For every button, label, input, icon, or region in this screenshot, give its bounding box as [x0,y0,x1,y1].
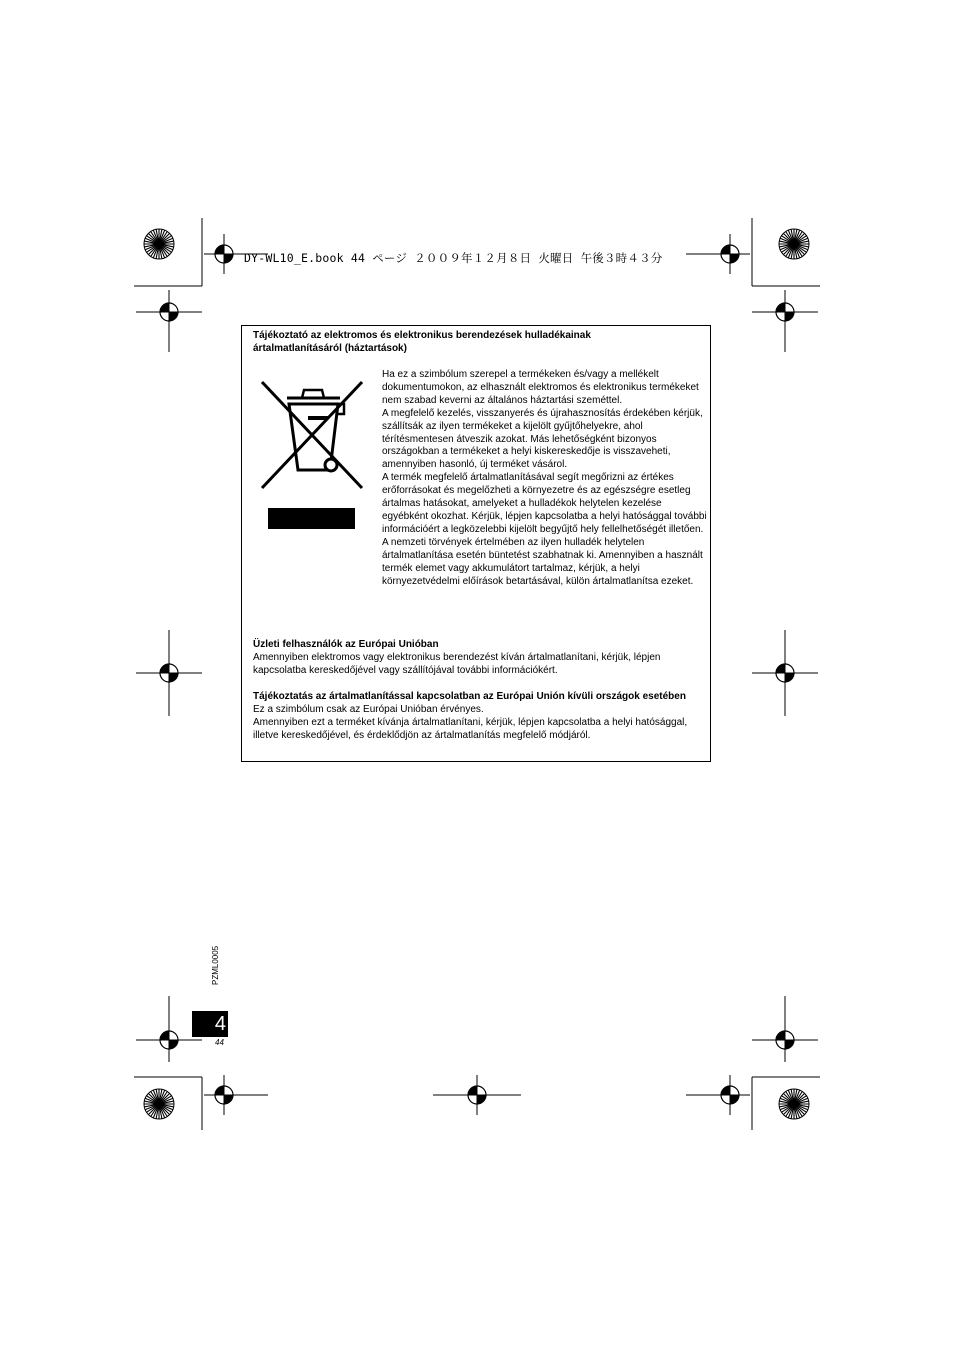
document-code: PZML0005 [211,945,220,985]
notice-title [253,329,693,355]
section-tab: 4 [192,1011,228,1037]
intro-text [382,369,707,588]
weee-date-bar [268,508,355,529]
outside-eu-line2: Amennyiben ezt a terméket kívánja ártalmatlanítani, kérjük, lépjen kapcsolatba a helyi hatósággal, illetve kereskedőjével, és érdeklődjön az ártalmatlanítás megfelelő módjáról. [253,716,688,741]
business-heading: Üzleti felhasználók az Európai Unióban [253,639,439,650]
print-header: DY-WL10_E.book 44 ページ ２００９年１２月８日 火曜日 午後３時４３分 [244,251,663,265]
outside-eu-heading: Tájékoztatás az ártalmatlanítással kapcsolatban az Európai Unión kívüli országok esetében [253,691,686,702]
outside-eu-line1: Ez a szimbólum csak az Európai Unióban érvényes. [253,703,484,715]
business-text: Amennyiben elektromos vagy elektronikus berendezést kíván ártalmatlanítani, kérjük, lépjen kapcsolatba kereskedőjével vagy szállítójával további információkért. [253,651,661,676]
intro-paragraph: Ha ez a szimbólum szerepel a termékeken és/vagy a mellékelt dokumentumokon, az elhasznált elektromos és elektronikus termékeket nem szabad keverni az általános háztartási szeméttel. [382,369,699,406]
page-number: 44 [215,1038,224,1047]
business-users-section [253,639,708,678]
intro-paragraph: A nemzeti törvények értelmében az ilyen hulladék helytelen ártalmatlanítása esetén büntetést szabhatnak ki. Amennyiben a használt termék elemet vagy akkumulátort tartalmaz, kérjük, a helyi környezetvédelmi előírások betartásával, külön ártalmatlanítsa ezeket. [382,536,703,587]
intro-paragraph: A megfelelő kezelés, visszanyerés és újrahasznosítás érdekében kérjük, szállítsák az ilyen termékeket a kijelölt gyűjtőhelyekre, ahol térítésmentesen átveszik azokat. Más lehetőségként bizonyos országokban a termékeket a helyi kiskereskedője is visszaveheti, amennyiben hasonló, új terméket vásárol. [382,407,703,471]
intro-paragraph: A termék megfelelő ártalmatlanításával segít megőrizni az értékes erőforrásokat és megelőzheti a környezetre és az egészségre esetleg ártalmas hatásokat, amelyeket a hulladékok helytelen kezelése egyébként okozhat. Kérjük, lépjen kapcsolatba a helyi hatósággal további információért a legközelebbi kijelölt begyűjtő hely fellelhetőségét illetően. [382,472,707,535]
weee-notice-box [241,325,711,762]
notice-title-line2: ártalmatlanításáról (háztartások) [253,343,407,354]
notice-title-line1: Tájékoztató az elektromos és elektronikus berendezések hulladékainak [253,330,591,341]
outside-eu-section [253,691,708,743]
